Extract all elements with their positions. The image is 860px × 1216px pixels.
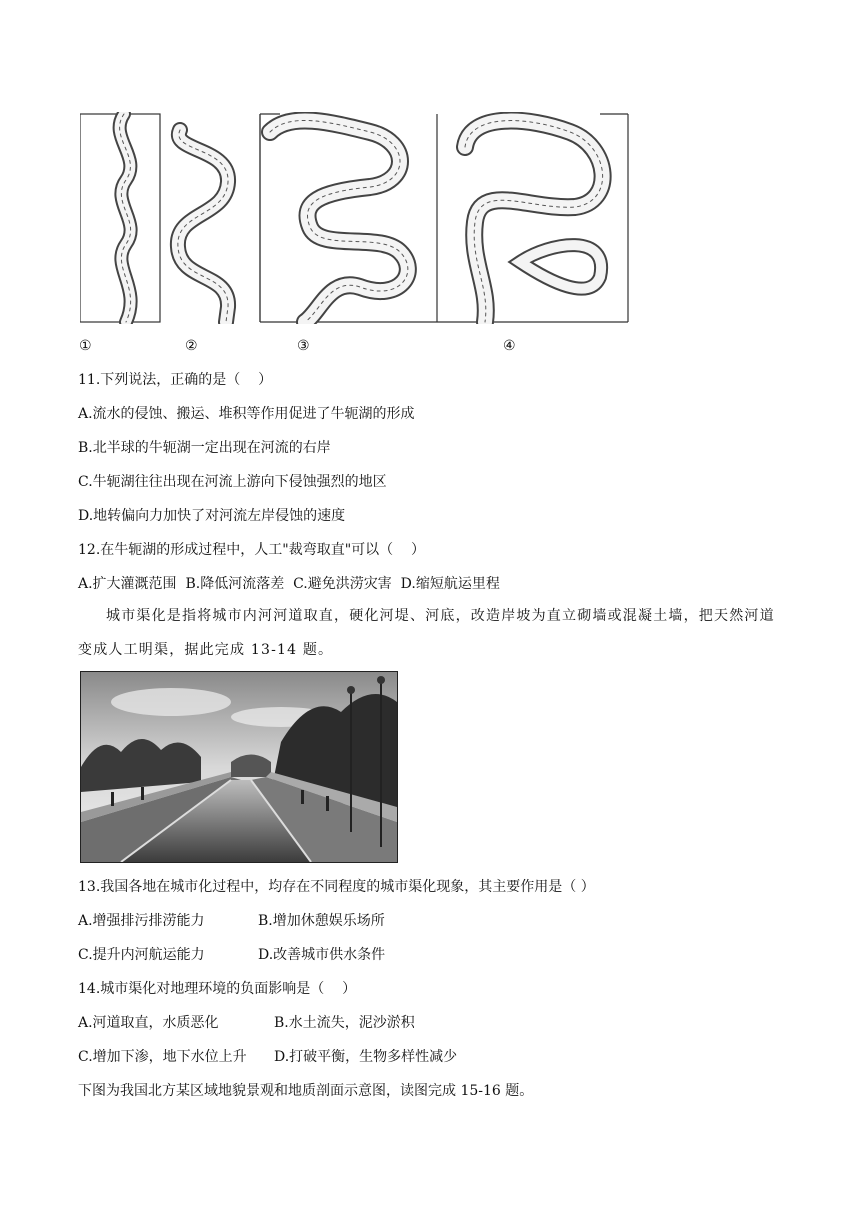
meander-figure (80, 112, 630, 324)
q13-options-row-1 (78, 911, 385, 931)
q12-stem: 12.在牛轭湖的形成过程中，人工"裁弯取直"可以（ ） (78, 542, 425, 558)
river-panel-4 (465, 121, 603, 322)
meander-diagram (80, 112, 630, 324)
q14-option-d: D.打破平衡，生物多样性减少 (274, 1049, 458, 1065)
q13-option-a: A.增强排污排涝能力 (78, 913, 205, 929)
q11-option-d: D.地转偏向力加快了对河流左岸侵蚀的速度 (78, 508, 346, 524)
q13-option-d: D.改善城市供水条件 (258, 947, 386, 963)
channelized-river-photo (80, 671, 398, 863)
q14-option-b: B.水土流失，泥沙淤积 (274, 1015, 415, 1031)
river-panel-3 (270, 120, 408, 322)
passage-channelization: 城市渠化是指将城市内河河道取直，硬化河堤、河底，改造岸坡为直立砌墙或混凝土墙，把天然河道变成人工明渠，据此完成 13-14 题。 (78, 608, 775, 658)
panel-label-3: ③ (297, 338, 310, 354)
q11-option-b: B.北半球的牛轭湖一定出现在河流的右岸 (78, 440, 331, 456)
passage-landform-intro: 下图为我国北方某区域地貌景观和地质剖面示意图，读图完成 15-16 题。 (78, 1083, 534, 1099)
channel-photo-illustration (81, 672, 397, 862)
q11-option-a: A.流水的侵蚀、搬运、堆积等作用促进了牛轭湖的形成 (78, 406, 415, 422)
river-panel-2 (178, 130, 228, 322)
panel-label-2: ② (185, 338, 198, 354)
q13-option-c: C.提升内河航运能力 (78, 947, 205, 963)
q13-option-b: B.增加休憩娱乐场所 (258, 913, 385, 929)
q13-stem: 13.我国各地在城市化过程中，均存在不同程度的城市渠化现象，其主要作用是（ ） (78, 879, 595, 895)
q14-stem: 14.城市渠化对地理环境的负面影响是（ ） (78, 981, 357, 997)
panel-label-1: ① (79, 338, 92, 354)
q14-option-a: A.河道取直，水质恶化 (78, 1015, 219, 1031)
panel-label-4: ④ (503, 338, 516, 354)
q11-option-c: C.牛轭湖往往出现在河流上游向下侵蚀强烈的地区 (78, 474, 387, 490)
q12-options: A.扩大灌溉范围 B.降低河流落差 C.避免洪涝灾害 D.缩短航运里程 (78, 576, 500, 592)
q14-option-c: C.增加下渗，地下水位上升 (78, 1049, 247, 1065)
q13-options-row-2 (78, 945, 385, 965)
river-panel-1 (120, 114, 131, 322)
q14-options-row-1 (78, 1013, 415, 1033)
q11-stem: 11.下列说法，正确的是（ ） (78, 372, 273, 388)
q14-options-row-2 (78, 1047, 457, 1067)
